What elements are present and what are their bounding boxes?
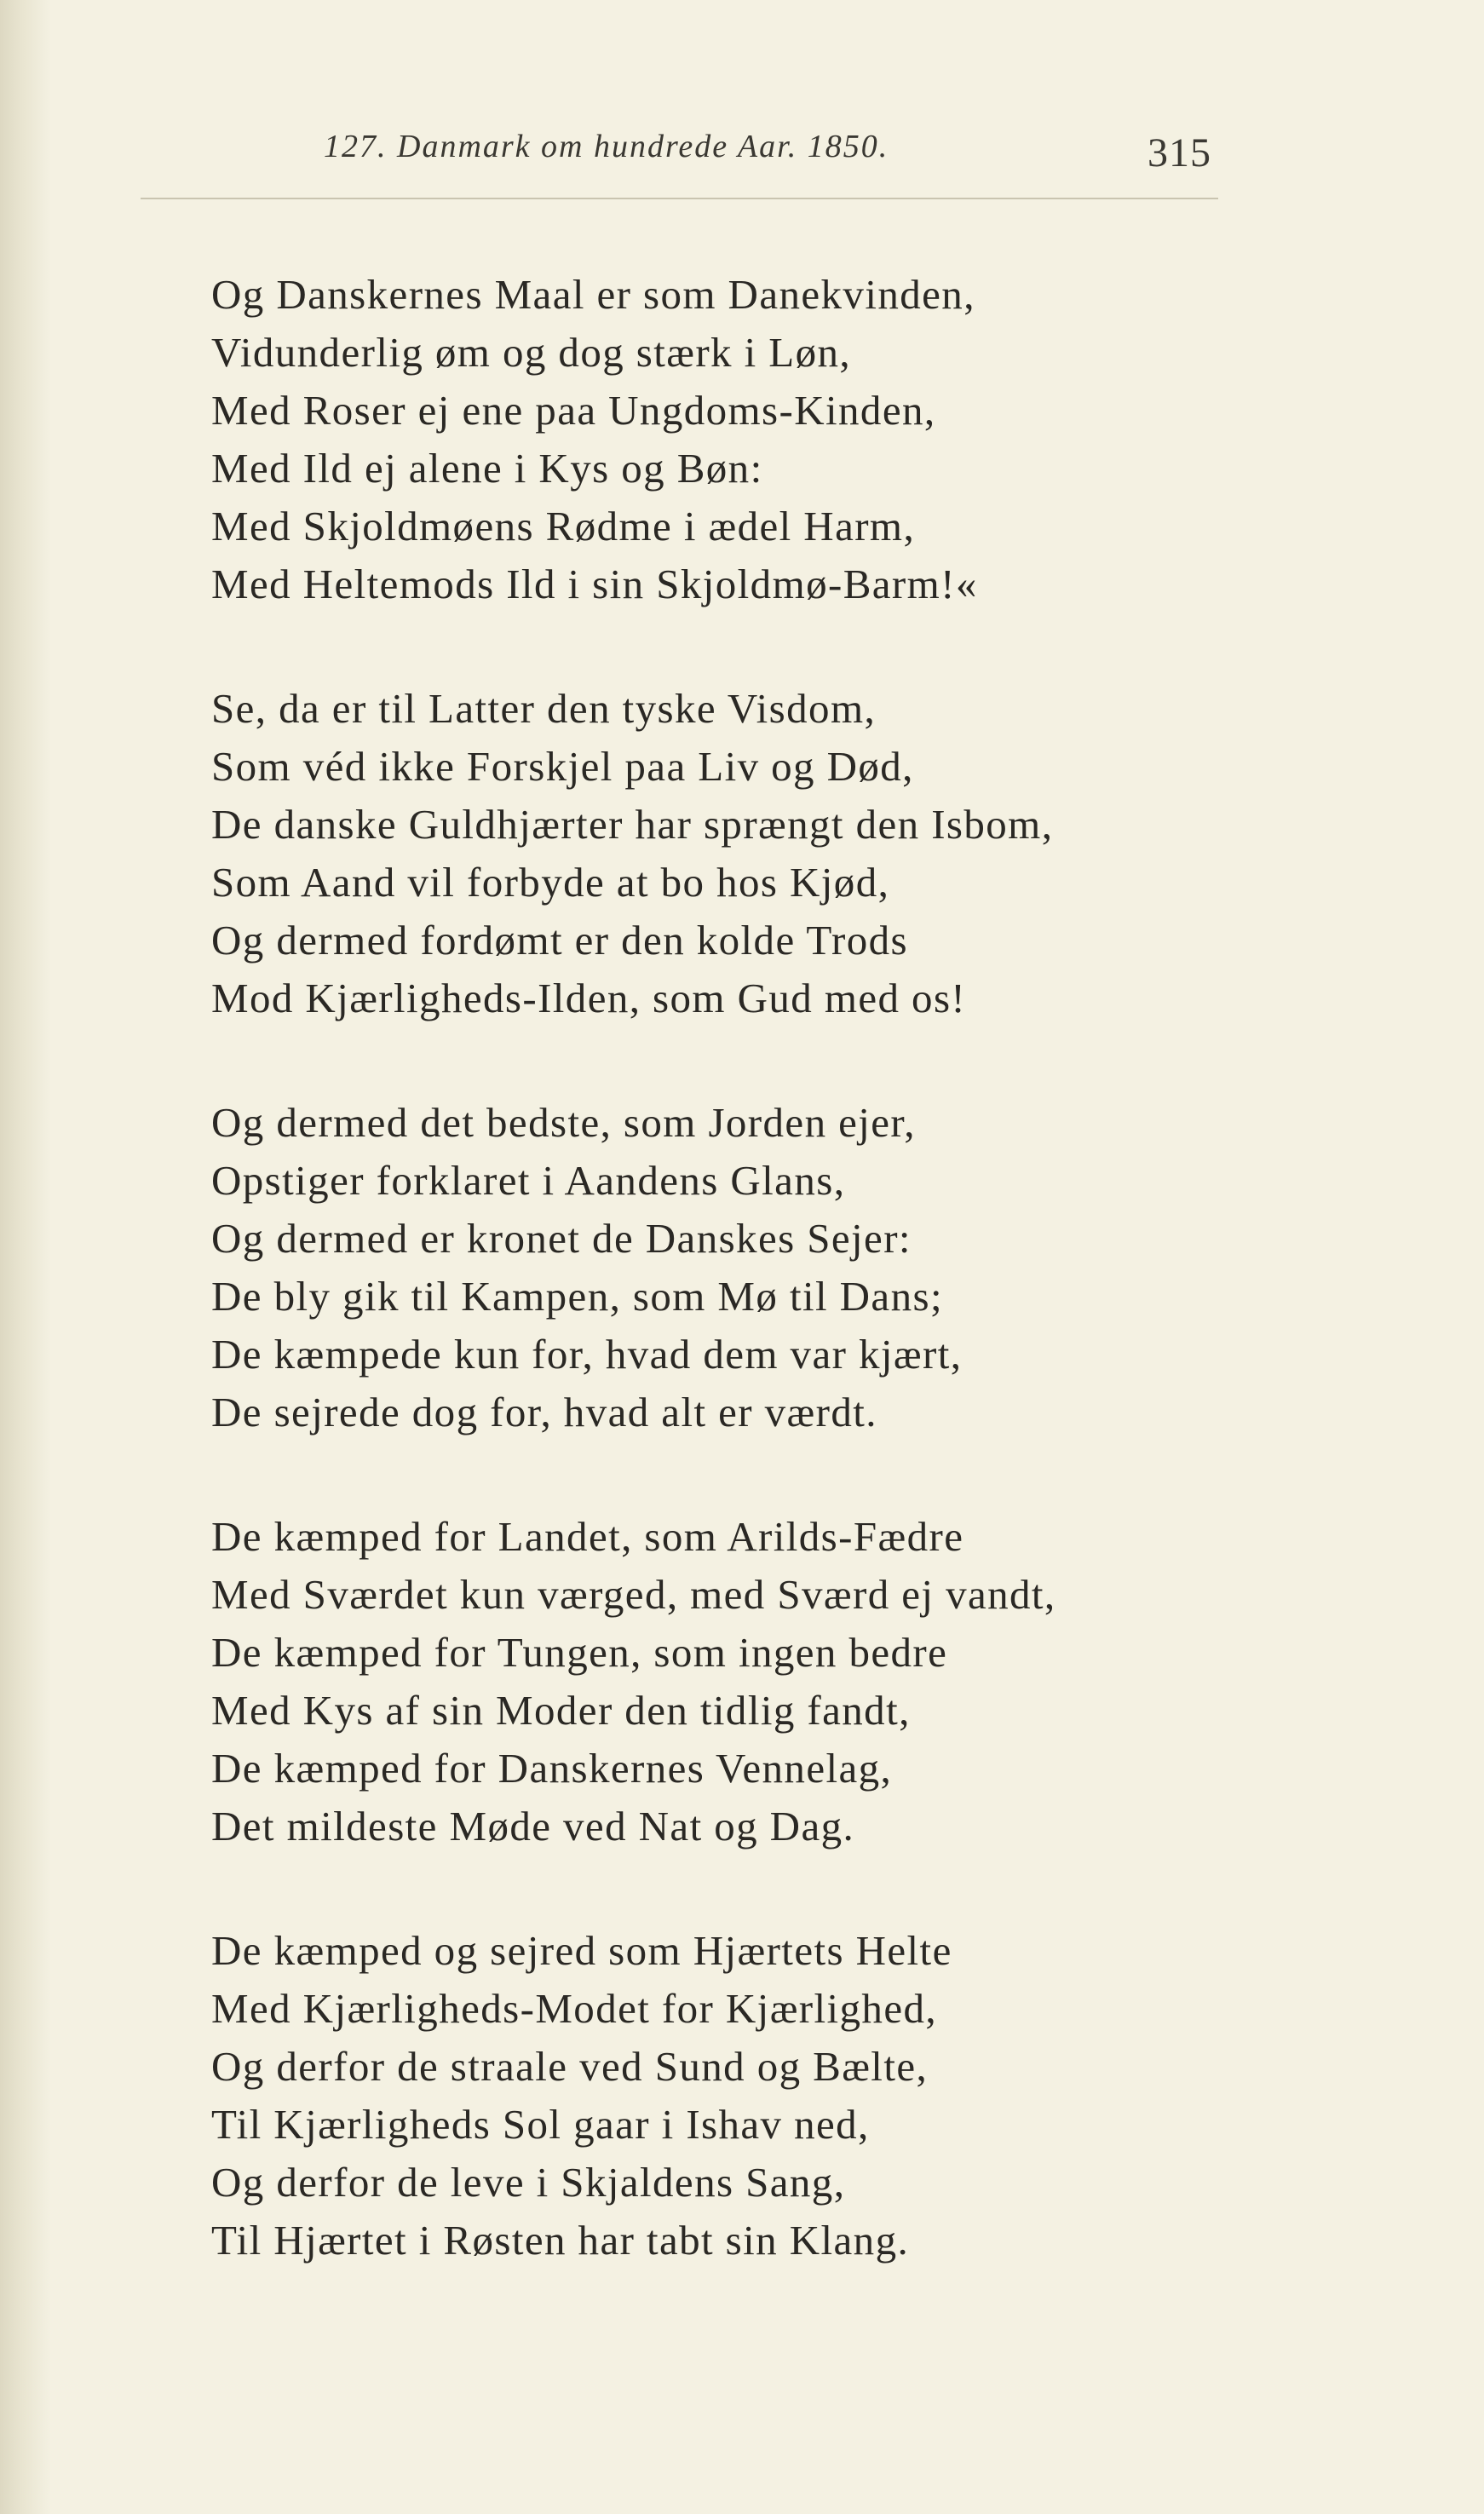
stanza-4	[211, 1508, 1404, 1855]
verse-line: Og derfor de leve i Skjaldens Sang,	[211, 2159, 846, 2206]
stanza-1	[211, 266, 1404, 613]
verse-line: De kæmped og sejred som Hjærtets Helte	[211, 1927, 952, 1974]
running-title: 127. Danmark om hundrede Aar. 1850.	[324, 129, 889, 164]
verse-line: Med Sværdet kun værged, med Sværd ej vandt,	[211, 1571, 1056, 1618]
verse-line: Med Skjoldmøens Rødme i ædel Harm,	[211, 503, 916, 549]
header-rule	[141, 198, 1218, 199]
verse-line: Vidunderlig øm og dog stærk i Løn,	[211, 329, 852, 376]
stanza-3	[211, 1094, 1404, 1441]
verse-line: De kæmped for Danskernes Vennelag,	[211, 1745, 893, 1792]
verse-line: De kæmpede kun for, hvad dem var kjært,	[211, 1331, 963, 1378]
stanza-2	[211, 680, 1404, 1027]
page-number: 315	[1148, 130, 1211, 175]
stanza-5	[211, 1922, 1404, 2270]
verse-line: De kæmped for Landet, som Arilds-Fædre	[211, 1513, 964, 1560]
verse-line: Med Kys af sin Moder den tidlig fandt,	[211, 1687, 911, 1734]
verse-line: De bly gik til Kampen, som Mø til Dans;	[211, 1273, 943, 1320]
verse-line: Det mildeste Møde ved Nat og Dag.	[211, 1803, 855, 1850]
verse-line: Og dermed er kronet de Danskes Sejer:	[211, 1215, 912, 1262]
verse-line: Som Aand vil forbyde at bo hos Kjød,	[211, 859, 890, 906]
poem-body	[211, 266, 1404, 2336]
verse-line: Som véd ikke Forskjel paa Liv og Død,	[211, 743, 914, 790]
verse-line: Til Hjærtet i Røsten har tabt sin Klang.	[211, 2217, 910, 2264]
verse-line: Til Kjærligheds Sol gaar i Ishav ned,	[211, 2101, 870, 2148]
verse-line: Se, da er til Latter den tyske Visdom,	[211, 685, 877, 732]
verse-line: De sejrede dog for, hvad alt er værdt.	[211, 1389, 877, 1435]
verse-line: De kæmped for Tungen, som ingen bedre	[211, 1629, 948, 1676]
verse-line: Mod Kjærligheds-Ilden, som Gud med os!	[211, 975, 967, 1021]
page-header	[0, 128, 1484, 196]
verse-line: Og dermed fordømt er den kolde Trods	[211, 917, 908, 964]
verse-line: Og dermed det bedste, som Jorden ejer,	[211, 1099, 916, 1146]
verse-line: Og Danskernes Maal er som Danekvinden,	[211, 271, 975, 318]
verse-line: Med Kjærligheds-Modet for Kjærlighed,	[211, 1985, 938, 2032]
verse-line: Med Ild ej alene i Kys og Bøn:	[211, 445, 763, 492]
verse-line: Og derfor de straale ved Sund og Bælte,	[211, 2043, 929, 2090]
page-edge-shadow	[0, 0, 51, 2514]
verse-line: De danske Guldhjærter har sprængt den Isbom,	[211, 801, 1054, 848]
verse-line: Opstiger forklaret i Aandens Glans,	[211, 1157, 846, 1204]
verse-line: Med Roser ej ene paa Ungdoms-Kinden,	[211, 387, 936, 434]
verse-line: Med Heltemods Ild i sin Skjoldmø-Barm!«	[211, 561, 978, 607]
